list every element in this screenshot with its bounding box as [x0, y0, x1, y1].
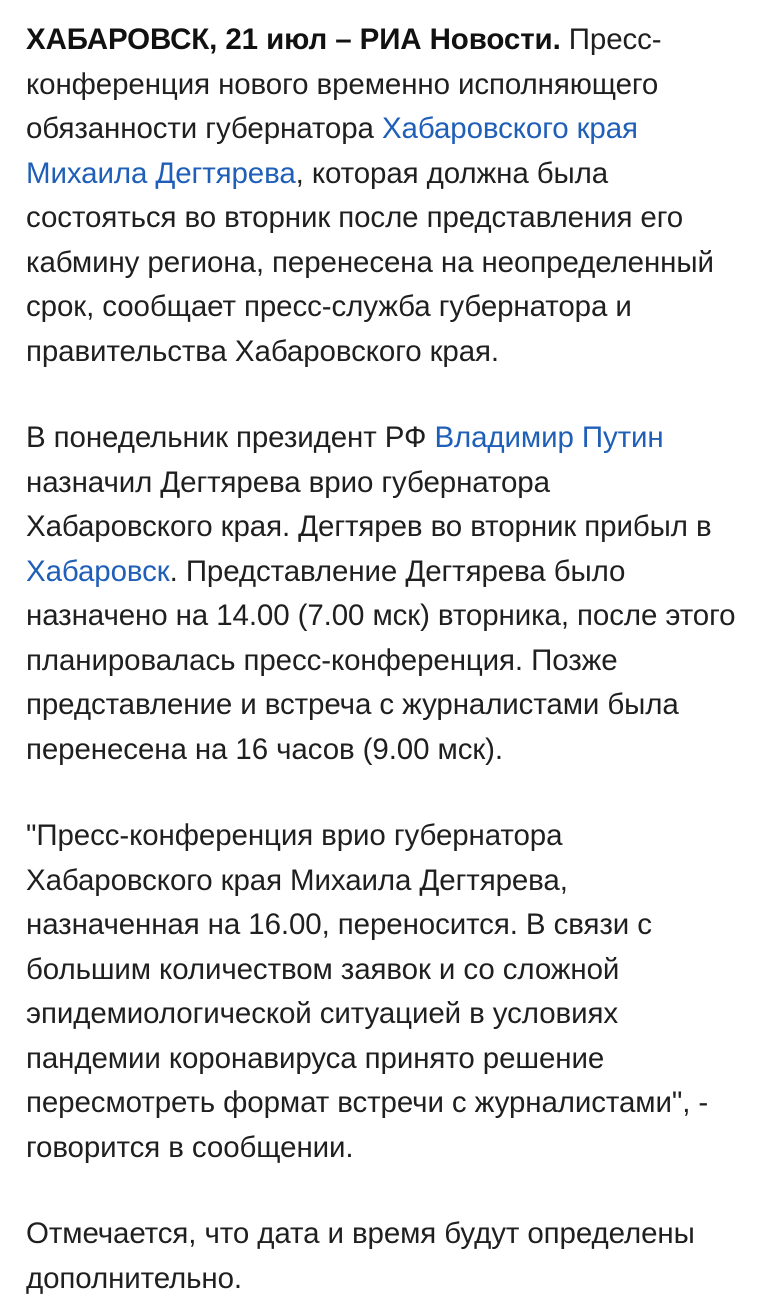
link-mikhail-degtyarev[interactable]: Михаила Дегтярева	[26, 156, 296, 190]
paragraph-4-text: Отмечается, что дата и время будут определены дополнительно.	[26, 1217, 695, 1295]
paragraph-4	[26, 1212, 744, 1301]
paragraph-2-text-2: назначил Дегтярева врио губернатора Хабаровского края. Дегтярев во вторник прибыл в	[26, 465, 712, 543]
paragraph-3-quote	[26, 814, 744, 1170]
paragraph-1-text-1: Пресс-конференция нового временно исполняющего обязанности губернатора	[26, 23, 662, 145]
link-khabarovsk-city[interactable]: Хабаровск	[26, 554, 170, 588]
paragraph-2	[26, 416, 744, 772]
paragraph-1	[26, 18, 744, 374]
link-vladimir-putin[interactable]: Владимир Путин	[434, 421, 664, 454]
paragraph-2-text-3: . Представление Дегтярева было назначено на 14.00 (7.00 мск) вторника, после этого планировалась пресс-конференция. Позже представление и встреча с журналистами была перенесена на 16 часов (9.00 мск).	[26, 554, 736, 766]
paragraph-1-text-3: , которая должна была состояться во вторник после представления его кабмину региона, перенесена на неопределенный срок, сообщает пресс-служба губернатора и правительства Хабаровского края.	[26, 156, 714, 368]
paragraph-3-text: "Пресс-конференция врио губернатора Хабаровского края Михаила Дегтярева, назначенная на 16.00, переносится. В связи с большим количеством заявок и со сложной эпидемиологической ситуацией в условиях пандемии коронавируса принято решение пересмотреть формат встречи с журналистами", - говорится в сообщении.	[26, 819, 709, 1164]
paragraph-2-text-1: В понедельник президент РФ	[26, 421, 435, 454]
link-khabarovsk-region[interactable]: Хабаровского края	[381, 112, 638, 145]
dateline: ХАБАРОВСК, 21 июл – РИА Новости.	[26, 23, 561, 56]
